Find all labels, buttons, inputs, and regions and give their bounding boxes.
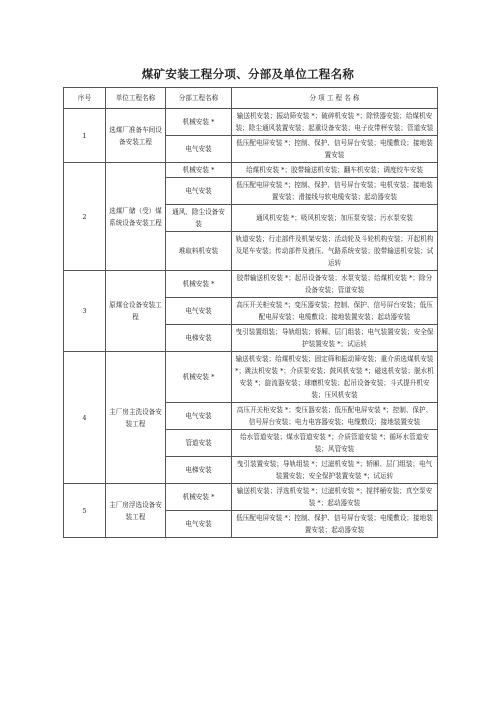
part-items: 低压配电屏安装 *；控制、保护、信号屏台安装；电缆敷设；接地装置安装；起动器安装 — [232, 511, 438, 538]
page-title: 煤矿安装工程分项、分部及单位工程名称 — [141, 67, 355, 81]
part-items: 曳引装置安装；导轨组装 *；过滤机安装 *；轿厢、层门组装；电气装置安装；安全保护装置安装 *；试运转 — [232, 457, 438, 484]
unit-no: 3 — [64, 271, 106, 352]
unit-no: 2 — [64, 163, 106, 271]
part-name: 堆取料机安装 — [166, 232, 232, 271]
unit-name: 选煤厂储（受）煤系统设备安装工程 — [106, 163, 166, 271]
unit-name: 主厂房主洗设备安装工程 — [106, 352, 166, 484]
unit-name: 选煤厂准备车间设备安装工程 — [106, 109, 166, 163]
header-row — [64, 88, 438, 109]
header-unit: 单位工程名称 — [106, 88, 166, 109]
part-name: 机械安装 * — [166, 352, 232, 403]
header-items: 分 项 工 程 名 称 — [232, 88, 438, 109]
part-items: 曳引装置组装；导轨组装；轿厢、层门组装；电气装置安装；安全保护装置安装 *；试运转 — [232, 325, 438, 352]
part-name: 电气安装 — [166, 403, 232, 430]
part-name: 电气安装 — [166, 511, 232, 538]
part-items: 输送机安装；给煤机安装；固定筛和振动筛安装；重介质选煤机安装 *；跳汰机安装 *；介质泵安装；鼓风机安装 *；磁选机安装；脱水机安装 *；旋流器安装；球磨机安装；起吊设备安装；斗式提升机安装；压风机安装 — [232, 352, 438, 403]
unit-no: 1 — [64, 109, 106, 163]
table-row — [64, 271, 438, 298]
table-row — [64, 163, 438, 178]
unit-no: 4 — [64, 352, 106, 484]
part-name: 机械安装 * — [166, 271, 232, 298]
unit-name: 主厂房浮选设备安装工程 — [106, 484, 166, 538]
part-name: 电气安装 — [166, 178, 232, 205]
part-items: 给水管道安装；煤水管道安装 *；介质管道安装 *；循环水管道安装；风管安装 — [232, 430, 438, 457]
part-name: 电气安装 — [166, 136, 232, 163]
part-items: 高压开关柜安装 *；变压器安装；低压配电屏安装 *；控制、保护、信号屏台安装；电力电容器安装；电缆敷设；接地装置安装 — [232, 403, 438, 430]
part-name: 机械安装 * — [166, 109, 232, 136]
part-items: 给煤机安装 *；胶带输送机安装；翻车机安装；调度绞车安装 — [232, 163, 438, 178]
part-items: 低压配电屏安装 *；控制、保护、信号屏台安装；电机安装；接地装置安装；滑接线与软电缆安装；起动器安装 — [232, 178, 438, 205]
part-name: 电梯安装 — [166, 457, 232, 484]
part-name: 机械安装 * — [166, 163, 232, 178]
part-name: 管道安装 — [166, 430, 232, 457]
table-row — [64, 109, 438, 136]
part-items: 通风机安装 *；吸风机安装；加压泵安装；污水泵安装 — [232, 205, 438, 232]
project-table — [63, 87, 438, 538]
header-part: 分部工程名称 — [166, 88, 232, 109]
part-items: 高压开关柜安装 *；变压器安装；控制、保护、信号屏台安装；低压配电屏安装；电缆敷设；接地装置安装；起动器安装 — [232, 298, 438, 325]
unit-no: 5 — [64, 484, 106, 538]
part-items: 轨道安装；行走部件及机架安装；活动轮及斗轮机构安装；开起机构及尾车安装；传动部件及液压、气路系统安装；胶带输送机安装；试运转 — [232, 232, 438, 271]
part-items: 输送机安装；浮选机安装 *；过滤机安装 *；搅拌桶安装；真空泵安装 *；起动器安装 — [232, 484, 438, 511]
unit-name: 原煤仓设备安装工程 — [106, 271, 166, 352]
part-items: 低压配电屏安装 *；控制、保护、信号屏台安装；电缆敷设；接地装置安装 — [232, 136, 438, 163]
table-row — [64, 352, 438, 403]
part-items: 胶带输送机安装 *；起吊设备安装；水泵安装；给煤机安装 *；除分设备安装；管道安装 — [232, 271, 438, 298]
part-name: 电梯安装 — [166, 325, 232, 352]
part-items: 输送机安装；振动筛安装 *；破碎机安装 *；除铁器安装；给煤机安装；除尘通风装置安装；起重设备安装；电子皮带秤安装；管道安装 — [232, 109, 438, 136]
header-no: 序号 — [64, 88, 106, 109]
table-row — [64, 484, 438, 511]
part-name: 通风、除尘设备安装 — [166, 205, 232, 232]
part-name: 机械安装 * — [166, 484, 232, 511]
part-name: 电气安装 — [166, 298, 232, 325]
